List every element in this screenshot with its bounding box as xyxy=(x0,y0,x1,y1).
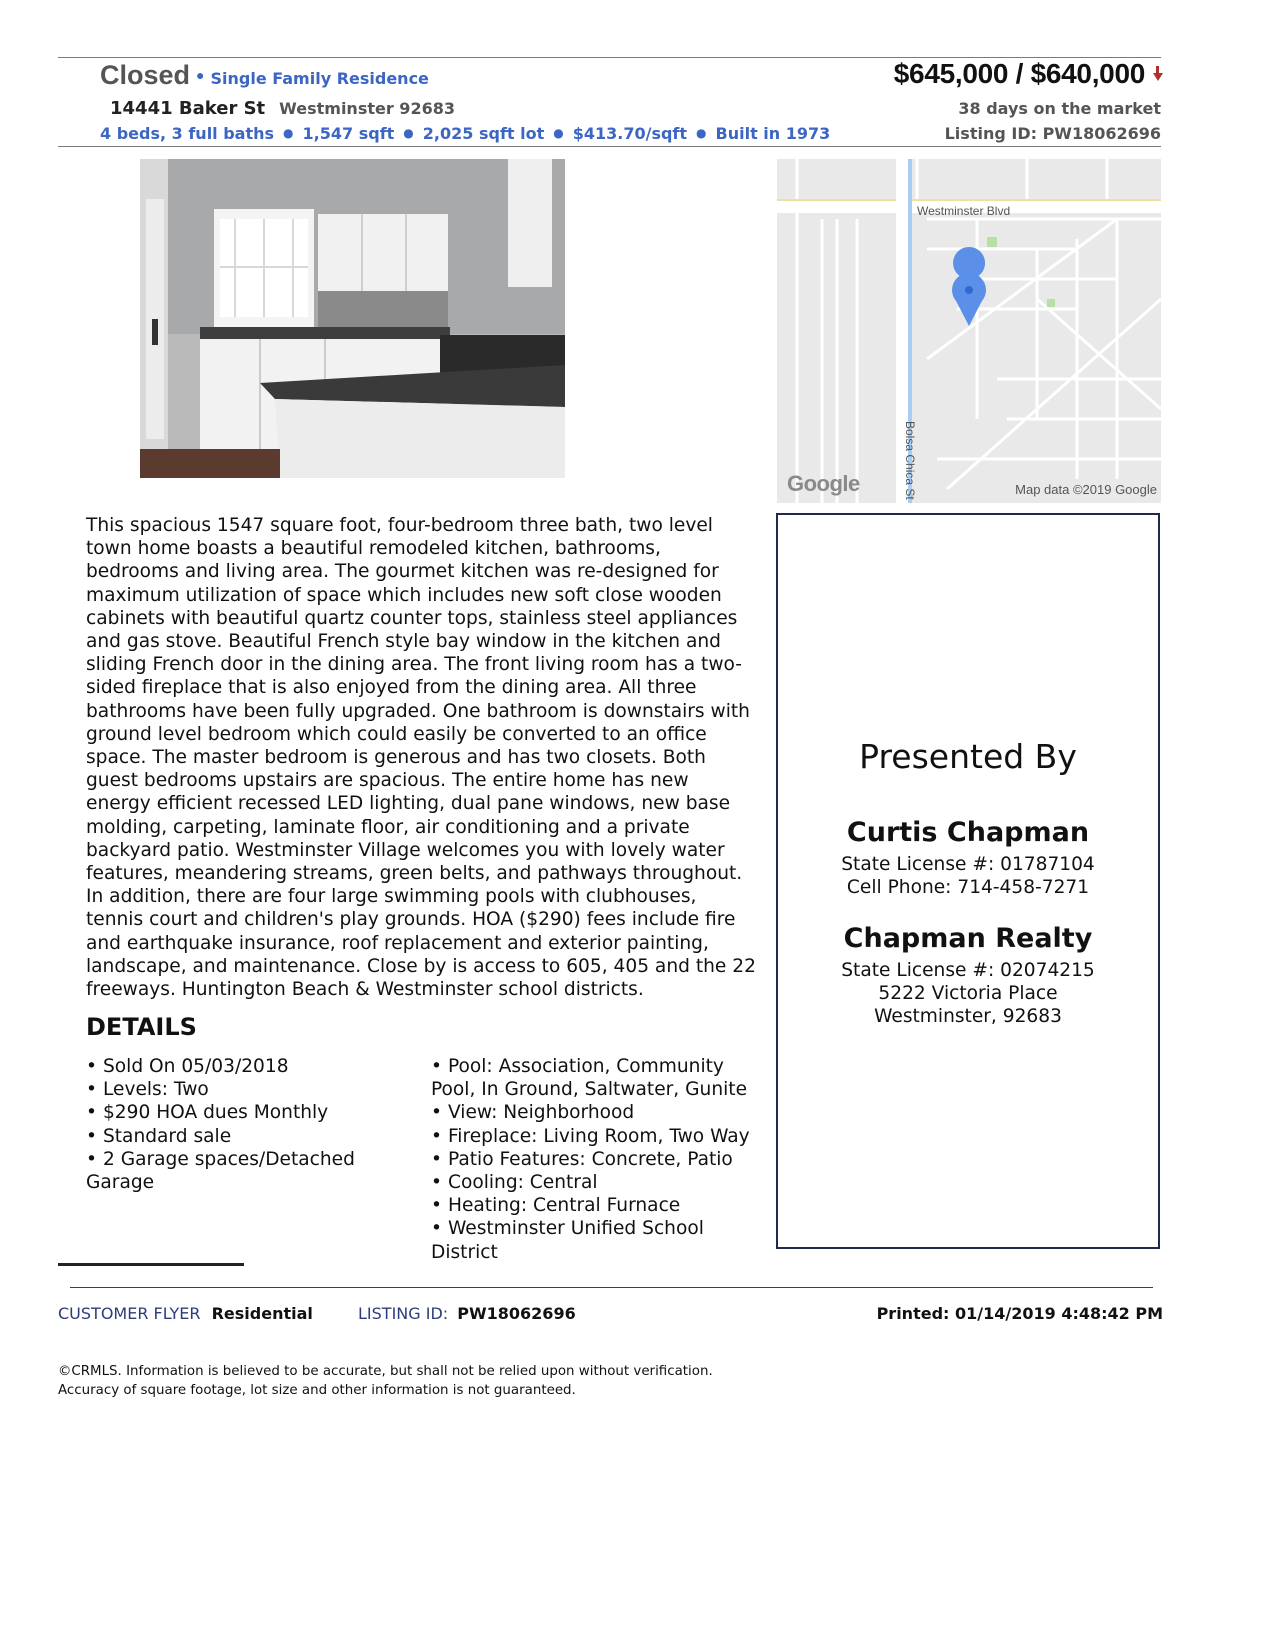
city-zip: Westminster 92683 xyxy=(279,99,455,118)
map-street-bolsa-chica: Bolsa Chica St xyxy=(903,421,917,500)
brokerage-address-line2: Westminster, 92683 xyxy=(874,1006,1062,1027)
detail-view: • View: Neighborhood xyxy=(431,1101,766,1124)
header-rule xyxy=(58,146,1161,147)
details-list-left xyxy=(86,1055,426,1194)
google-logo: Google xyxy=(787,471,860,496)
detail-sale-type: • Standard sale xyxy=(86,1125,426,1148)
presented-by-heading: Presented By xyxy=(859,737,1077,776)
bullet-dot: ● xyxy=(553,126,564,140)
detail-cooling: • Cooling: Central xyxy=(431,1171,766,1194)
agent-cell-phone: Cell Phone: 714-458-7271 xyxy=(846,877,1090,898)
agent-name: Curtis Chapman xyxy=(846,817,1090,848)
listing-status: Closed xyxy=(100,60,191,90)
fact-beds-baths: 4 beds, 3 full baths xyxy=(100,124,275,143)
bullet-dot: ● xyxy=(283,126,294,140)
price-down-arrowhead-icon xyxy=(1153,73,1163,81)
footer-rule xyxy=(70,1287,1153,1288)
footer-flyer-type xyxy=(58,1304,313,1323)
footer-flyer-label: CUSTOMER FLYER xyxy=(58,1304,201,1323)
map-credit: Map data ©2019 Google xyxy=(1015,482,1157,497)
fact-sqft: 1,547 sqft xyxy=(302,124,395,143)
detail-levels: • Levels: Two xyxy=(86,1078,426,1101)
property-description: This spacious 1547 square foot, four-bedroom three bath, two level town home boasts a beautiful remodeled kitchen, bathrooms, bedrooms and living area. The gourmet kitchen was re-designed for maximum utilization of space which includes new soft close wooden cabinets with beautiful quartz counter tops, stainless steel appliances and gas stove. Beautiful French style bay window in the kitchen and sliding French door in the dining area. The front living room has a two-sided fireplace that is also enjoyed from the dining area. All three bathrooms have been fully upgraded. One bathroom is downstairs with ground level bedroom which could easily be converted to an office space. The master bedroom is generous and has two closets. Both guest bedrooms upstairs are spacious. The entire home has new energy efficient recessed LED lighting, dual pane windows, new base molding, carpeting, laminate floor, air conditioning and a private backyard patio. Westminster Village welcomes you with lovely water features, meandering streams, green belts, and pathways throughout. In addition, there are four large swimming pools with clubhouses, tennis court and children's play grounds. HOA ($290) fees include fire and earthquake insurance, roof replacement and exterior painting, landscape, and maintenance. Close by is access to 605, 405 and the 22 freeways. Huntington Beach & Westminster school districts. xyxy=(86,515,756,1001)
detail-heating: • Heating: Central Furnace xyxy=(431,1194,766,1217)
days-on-market: 38 days on the market xyxy=(958,99,1161,118)
detail-school-district: • Westminster Unified School District xyxy=(431,1217,766,1263)
bullet-dot: ● xyxy=(196,67,205,83)
footer-listing-id xyxy=(358,1304,576,1323)
fact-lot: 2,025 sqft lot xyxy=(422,124,545,143)
property-address xyxy=(110,98,455,119)
listing-id: Listing ID: PW18062696 xyxy=(944,124,1161,143)
details-heading: DETAILS xyxy=(86,1013,197,1041)
footer-short-rule xyxy=(58,1263,244,1266)
map-street-westminster: Westminster Blvd xyxy=(917,204,1011,218)
copyright-line-1: ©CRMLS. Information is believed to be accurate, but shall not be relied upon without verification. xyxy=(58,1364,713,1379)
property-facts xyxy=(100,124,830,143)
brokerage-name: Chapman Realty xyxy=(843,923,1093,954)
street-address: 14441 Baker St xyxy=(110,98,266,119)
property-type: Single Family Residence xyxy=(210,69,429,88)
footer-listing-label: LISTING ID: xyxy=(358,1304,449,1323)
agent-license: State License #: 01787104 xyxy=(841,854,1095,875)
property-photo xyxy=(140,159,565,478)
copyright-line-2: Accuracy of square footage, lot size and other information is not guaranteed. xyxy=(58,1383,576,1398)
brokerage-address-line1: 5222 Victoria Place xyxy=(878,983,1058,1004)
bullet-dot: ● xyxy=(403,126,414,140)
copyright-notice xyxy=(58,1362,713,1400)
location-map[interactable] xyxy=(777,159,1161,503)
printed-timestamp: Printed: 01/14/2019 4:48:42 PM xyxy=(876,1304,1163,1323)
footer-flyer-value: Residential xyxy=(211,1304,313,1323)
details-list-right xyxy=(431,1055,766,1264)
fact-year-built: Built in 1973 xyxy=(715,124,831,143)
detail-garage: • 2 Garage spaces/Detached Garage xyxy=(86,1148,426,1194)
fact-price-per-sqft: $413.70/sqft xyxy=(572,124,688,143)
brokerage-license: State License #: 02074215 xyxy=(841,960,1095,981)
detail-hoa: • $290 HOA dues Monthly xyxy=(86,1101,426,1124)
listing-status-line xyxy=(100,60,429,91)
footer-listing-value: PW18062696 xyxy=(457,1304,576,1323)
detail-sold-date: • Sold On 05/03/2018 xyxy=(86,1055,426,1078)
detail-patio: • Patio Features: Concrete, Patio xyxy=(431,1148,766,1171)
kitchen-photo-illustration xyxy=(140,159,565,478)
bullet-dot: ● xyxy=(696,126,707,140)
agent-info-box xyxy=(776,513,1160,1249)
detail-fireplace: • Fireplace: Living Room, Two Way xyxy=(431,1125,766,1148)
list-sold-price: $645,000 / $640,000 xyxy=(893,58,1145,89)
detail-pool: • Pool: Association, Community Pool, In Ground, Saltwater, Gunite xyxy=(431,1055,766,1101)
